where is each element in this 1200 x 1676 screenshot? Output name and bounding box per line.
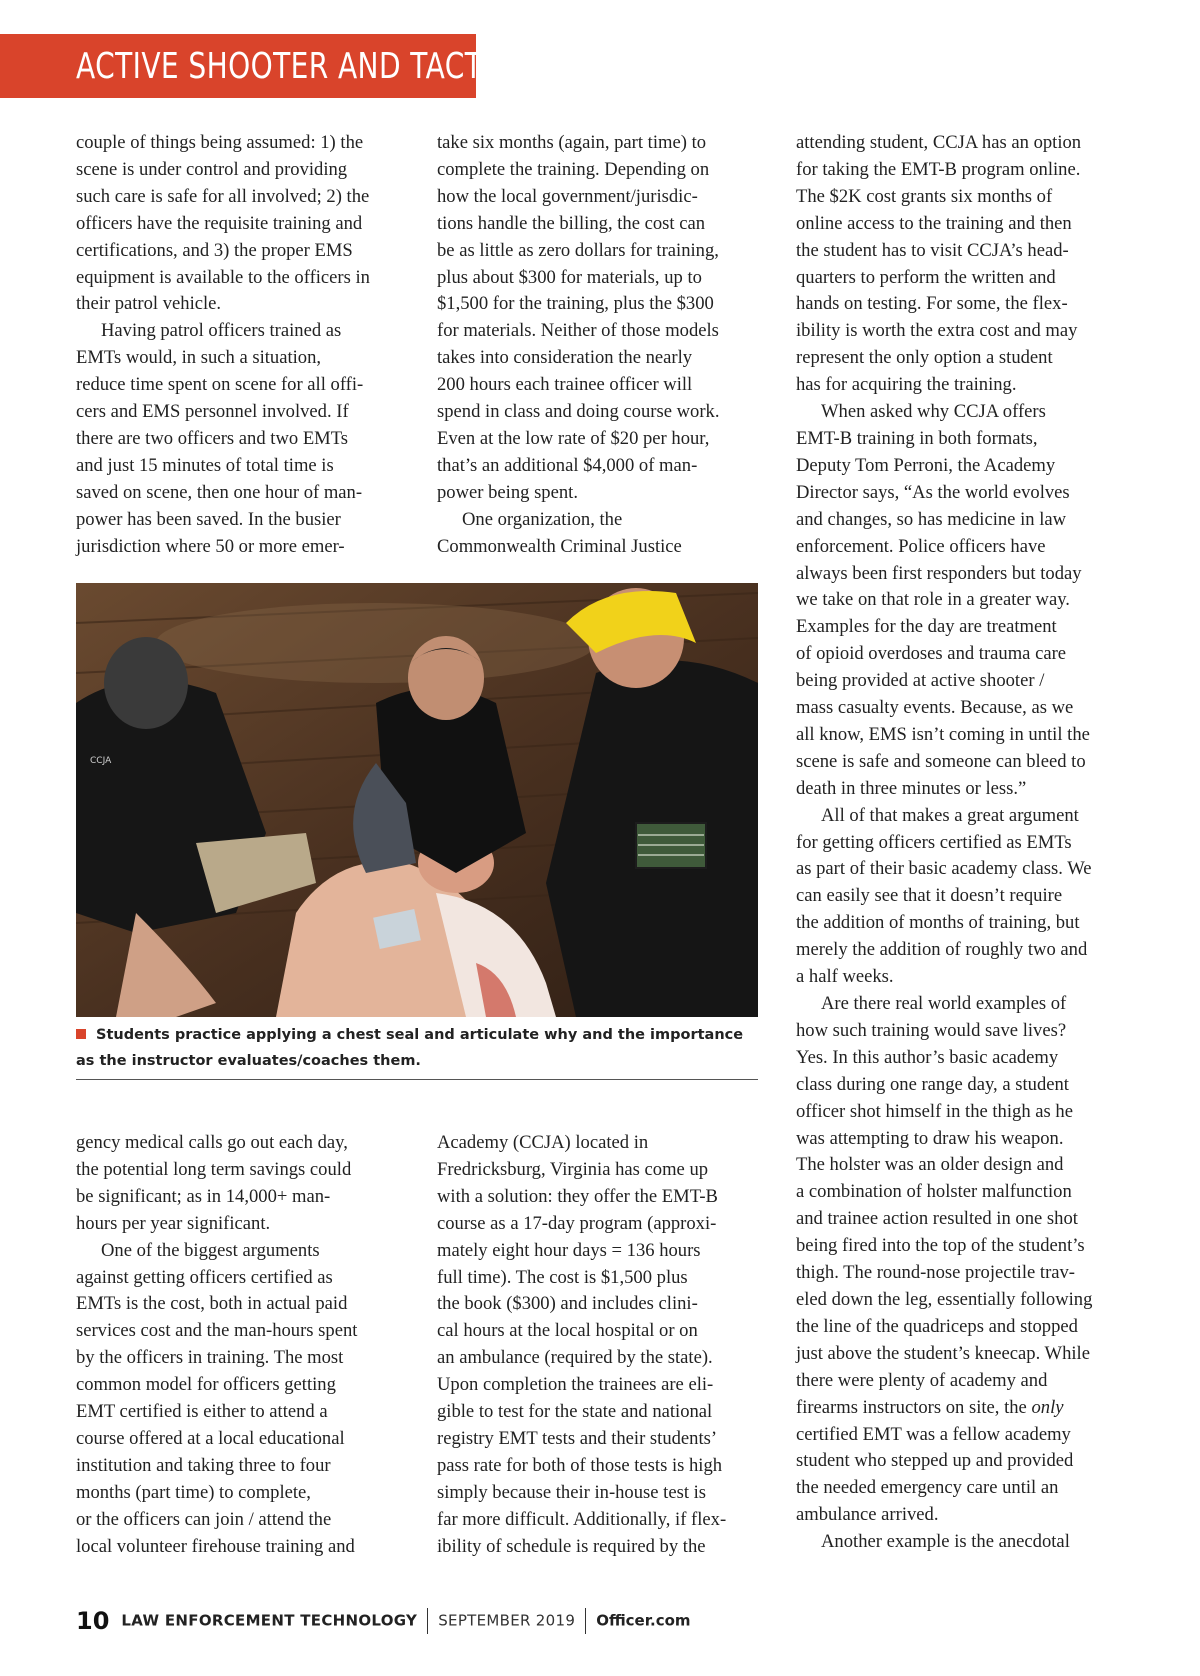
text-line: scene is safe and someone can bleed to xyxy=(796,750,1086,772)
text-line: mass casualty events. Because, as we xyxy=(796,697,1074,719)
text-line: attending student, CCJA has an option xyxy=(796,132,1082,153)
text-line: and changes, so has medicine in law xyxy=(796,508,1067,530)
text-line: hands on testing. For some, the flex- xyxy=(796,293,1068,315)
text-line: ibility is worth the extra cost and may xyxy=(796,320,1078,342)
issue-date: SEPTEMBER 2019 xyxy=(438,1611,576,1630)
column-1-top xyxy=(76,130,400,561)
text-line: Academy (CCJA) located in xyxy=(437,1132,649,1153)
text-line: eled down the leg, essentially following xyxy=(796,1288,1093,1310)
text-line: student who stepped up and provided xyxy=(796,1450,1074,1472)
text-line: how the local government/jurisdic- xyxy=(437,185,698,207)
text-line: their patrol vehicle. xyxy=(76,293,222,315)
text-line: saved on scene, then one hour of man- xyxy=(76,481,363,503)
text-line: One of the biggest arguments xyxy=(101,1239,320,1261)
text-line: be significant; as in 14,000+ man- xyxy=(76,1185,331,1207)
text-line: the student has to visit CCJA’s head- xyxy=(796,239,1069,261)
publication-name: LAW ENFORCEMENT TECHNOLOGY xyxy=(121,1611,418,1630)
text-line: The $2K cost grants six months of xyxy=(796,185,1053,207)
text-line: Commonwealth Criminal Justice xyxy=(437,535,682,557)
text-line: by the officers in training. The most xyxy=(76,1347,344,1369)
text-line: a combination of holster malfunction xyxy=(796,1181,1072,1203)
text-line: be as little as zero dollars for training, xyxy=(437,239,719,261)
text-line: with a solution: they offer the EMT-B xyxy=(437,1185,718,1207)
text-line: registry EMT tests and their students’ xyxy=(437,1427,718,1449)
text-line: local volunteer firehouse training and xyxy=(76,1535,355,1557)
text-line: course offered at a local educational xyxy=(76,1427,345,1449)
text-line: being fired into the top of the student’s xyxy=(796,1235,1085,1257)
text-line: merely the addition of roughly two and xyxy=(796,939,1088,961)
text-line: the addition of months of training, but xyxy=(796,912,1080,934)
text-line: full time). The cost is $1,500 plus xyxy=(437,1266,688,1288)
page-number: 10 xyxy=(76,1606,110,1635)
text-line: that’s an additional $4,000 of man- xyxy=(437,454,698,476)
text-line: pass rate for both of those tests is high xyxy=(437,1454,723,1476)
column-1-bottom xyxy=(76,1130,400,1561)
student-left-head xyxy=(104,637,188,729)
text-line: All of that makes a great argument xyxy=(821,804,1079,826)
text-line: equipment is available to the officers in xyxy=(76,266,370,288)
text-line: there were plenty of academy and xyxy=(796,1369,1048,1391)
column-3 xyxy=(796,130,1120,1556)
text-line: scene is under control and providing xyxy=(76,158,348,180)
text-line: Examples for the day are treatment xyxy=(796,616,1057,638)
text-line: gible to test for the state and national xyxy=(437,1401,713,1423)
text-line: can easily see that it doesn’t require xyxy=(796,885,1063,907)
footer-separator xyxy=(585,1608,586,1634)
text-fragment: firearms instructors on site, the xyxy=(796,1396,1027,1418)
text-line: or the officers can join / attend the xyxy=(76,1508,332,1530)
footer-separator xyxy=(427,1608,428,1634)
text-line: spend in class and doing course work. xyxy=(437,401,720,423)
section-header-title: ACTIVE SHOOTER AND TACTICAL EMS xyxy=(76,46,617,87)
text-line: Upon completion the trainees are eli- xyxy=(437,1374,714,1396)
text-line: the line of the quadriceps and stopped xyxy=(796,1315,1078,1337)
text-line: EMT-B training in both formats, xyxy=(796,427,1038,449)
text-line: Another example is the anecdotal xyxy=(821,1531,1070,1553)
column-2-top xyxy=(437,130,761,561)
text-line: couple of things being assumed: 1) the xyxy=(76,132,364,153)
text-line: ambulance arrived. xyxy=(796,1504,939,1526)
text-line: the potential long term savings could xyxy=(76,1158,352,1180)
photo-caption xyxy=(76,1022,758,1074)
text-line: Yes. In this author’s basic academy xyxy=(796,1046,1059,1068)
text-line: officer shot himself in the thigh as he xyxy=(796,1100,1073,1122)
text-line: for taking the EMT-B program online. xyxy=(796,158,1081,180)
text-line: online access to the training and then xyxy=(796,212,1072,234)
text-line: EMTs would, in such a situation, xyxy=(76,347,322,369)
text-line: just above the student’s kneecap. While xyxy=(796,1342,1090,1364)
text-line: cal hours at the local hospital or on xyxy=(437,1320,698,1342)
text-line: officers have the requisite training and xyxy=(76,212,363,234)
text-line: EMTs is the cost, both in actual paid xyxy=(76,1293,348,1315)
text-line: Fredricksburg, Virginia has come up xyxy=(437,1158,709,1180)
text-line: class during one range day, a student xyxy=(796,1073,1069,1095)
text-line: certified EMT was a fellow academy xyxy=(796,1423,1071,1445)
text-line: quarters to perform the written and xyxy=(796,266,1056,288)
text-line: takes into consideration the nearly xyxy=(437,347,693,369)
caption-marker xyxy=(76,1029,86,1039)
text-line: the book ($300) and includes clini- xyxy=(437,1293,698,1315)
text-line: The holster was an older design and xyxy=(796,1154,1064,1176)
text-line: death in three minutes or less.” xyxy=(796,777,1027,799)
text-line: cers and EMS personnel involved. If xyxy=(76,401,349,423)
caption-text: Students practice applying a chest seal and articulate why and the importance as the instructor evaluates/coaches them. xyxy=(76,1027,744,1069)
text-line: was attempting to draw his weapon. xyxy=(796,1127,1064,1149)
text-line: Director says, “As the world evolves xyxy=(796,481,1070,503)
text-line: we take on that role in a greater way. xyxy=(796,589,1070,611)
text-line: When asked why CCJA offers xyxy=(821,401,1046,423)
text-line: being provided at active shooter / xyxy=(796,670,1045,692)
text-line: as part of their basic academy class. We xyxy=(796,858,1092,880)
text-line: an ambulance (required by the state). xyxy=(437,1347,713,1369)
text-line: all know, EMS isn’t coming in until the xyxy=(796,723,1090,745)
text-line: there are two officers and two EMTs xyxy=(76,427,349,449)
text-line: for getting officers certified as EMTs xyxy=(796,831,1072,853)
emphasis-word: only xyxy=(1031,1396,1064,1418)
text-line: gency medical calls go out each day, xyxy=(76,1132,348,1153)
text-line: simply because their in-house test is xyxy=(437,1481,707,1503)
text-line: complete the training. Depending on xyxy=(437,158,710,180)
text-line: ibility of schedule is required by the xyxy=(437,1535,706,1557)
text-line: power being spent. xyxy=(437,481,578,503)
column-2-bottom xyxy=(437,1130,761,1561)
text-line: Deputy Tom Perroni, the Academy xyxy=(796,454,1056,476)
photo-illustration xyxy=(76,583,758,1017)
text-line: of opioid overdoses and trauma care xyxy=(796,643,1067,665)
text-line: reduce time spent on scene for all offi- xyxy=(76,374,364,396)
text-line: certifications, and 3) the proper EMS xyxy=(76,239,353,261)
text-line: tions handle the billing, the cost can xyxy=(437,212,706,234)
text-line: months (part time) to complete, xyxy=(76,1481,311,1503)
text-line: Even at the low rate of $20 per hour, xyxy=(437,427,710,449)
text-line: Having patrol officers trained as xyxy=(101,320,342,342)
text-line: mately eight hour days = 136 hours xyxy=(437,1239,701,1261)
text-line: always been first responders but today xyxy=(796,562,1082,584)
shirt-lettering: CCJA xyxy=(90,756,112,766)
text-line: EMT certified is either to attend a xyxy=(76,1401,328,1423)
text-line: common model for officers getting xyxy=(76,1374,336,1396)
text-line: against getting officers certified as xyxy=(76,1266,333,1288)
text-line: Are there real world examples of xyxy=(821,993,1067,1014)
text-line: how such training would save lives? xyxy=(796,1019,1067,1041)
text-line: a half weeks. xyxy=(796,966,894,988)
text-line: for materials. Neither of those models xyxy=(437,320,719,342)
text-line: and trainee action resulted in one shot xyxy=(796,1208,1078,1230)
text-line xyxy=(796,1395,1120,1422)
text-line: the needed emergency care until an xyxy=(796,1477,1059,1499)
text-line: institution and taking three to four xyxy=(76,1454,331,1476)
text-line: $1,500 for the training, plus the $300 xyxy=(437,293,714,315)
website-link[interactable]: Officer.com xyxy=(596,1611,691,1630)
text-line: enforcement. Police officers have xyxy=(796,535,1046,557)
text-line: such care is safe for all involved; 2) the xyxy=(76,185,370,207)
text-line: jurisdiction where 50 or more emer- xyxy=(76,535,345,557)
floor-highlight xyxy=(156,603,596,683)
text-line: and just 15 minutes of total time is xyxy=(76,454,334,476)
training-photo xyxy=(76,583,758,1017)
text-line: plus about $300 for materials, up to xyxy=(437,266,702,288)
caption-divider xyxy=(76,1079,758,1080)
text-line: One organization, the xyxy=(462,508,623,530)
text-line: has for acquiring the training. xyxy=(796,374,1017,396)
text-line: services cost and the man-hours spent xyxy=(76,1320,358,1342)
text-line: represent the only option a student xyxy=(796,347,1053,369)
text-line: 200 hours each trainee officer will xyxy=(437,374,693,396)
text-line: hours per year significant. xyxy=(76,1212,271,1234)
text-line: thigh. The round-nose projectile trav- xyxy=(796,1262,1075,1284)
page-footer xyxy=(76,1602,691,1638)
text-line: take six months (again, part time) to xyxy=(437,132,707,153)
text-line: power has been saved. In the busier xyxy=(76,508,341,530)
text-line: far more difficult. Additionally, if flex- xyxy=(437,1508,727,1530)
text-line: course as a 17-day program (approxi- xyxy=(437,1212,717,1234)
